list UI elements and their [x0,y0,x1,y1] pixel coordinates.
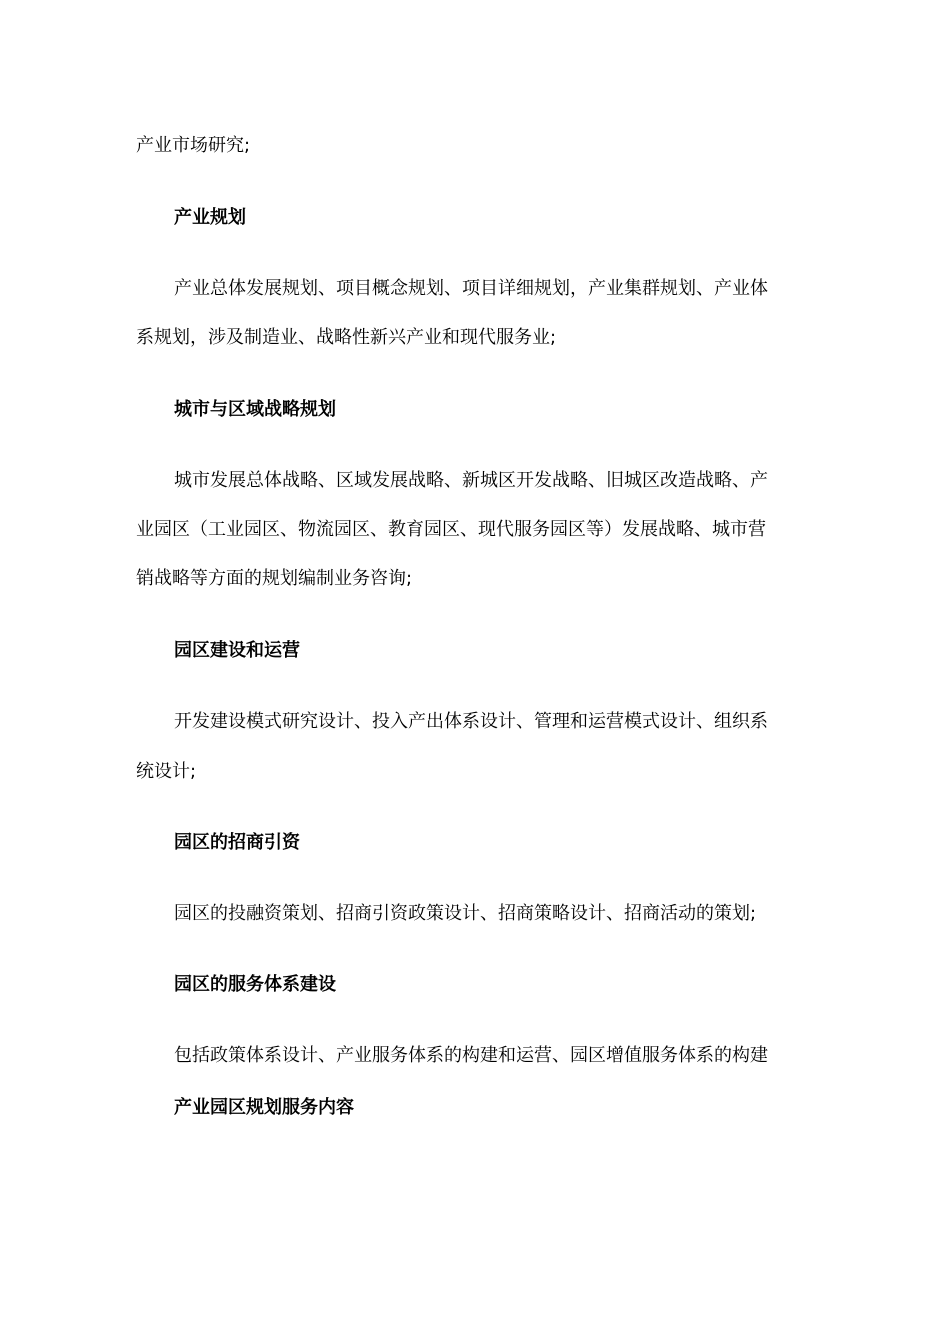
section-heading: 产业规划 [174,207,246,228]
paragraph-line: 统设计; [136,761,197,782]
paragraph-line: 包括政策体系设计、产业服务体系的构建和运营、园区增值服务体系的构建 [174,1045,768,1066]
section-heading: 园区建设和运营 [174,640,300,661]
section-heading: 产业园区规划服务内容 [174,1097,354,1118]
section-heading: 园区的招商引资 [174,832,300,853]
paragraph-line: 产业总体发展规划、项目概念规划、项目详细规划，产业集群规划、产业体 [174,278,768,299]
paragraph-line: 产业市场研究; [136,135,251,156]
section-heading: 城市与区域战略规划 [174,399,336,420]
paragraph-line: 园区的投融资策划、招商引资政策设计、招商策略设计、招商活动的策划; [174,903,757,924]
paragraph-line: 开发建设模式研究设计、投入产出体系设计、管理和运营模式设计、组织系 [174,711,768,732]
paragraph-line: 业园区（工业园区、物流园区、教育园区、现代服务园区等）发展战略、城市营 [136,519,766,540]
section-heading: 园区的服务体系建设 [174,974,336,995]
paragraph-line: 城市发展总体战略、区域发展战略、新城区开发战略、旧城区改造战略、产 [174,470,768,491]
paragraph-line: 销战略等方面的规划编制业务咨询; [136,568,413,589]
paragraph-line: 系规划，涉及制造业、战略性新兴产业和现代服务业; [136,327,557,348]
